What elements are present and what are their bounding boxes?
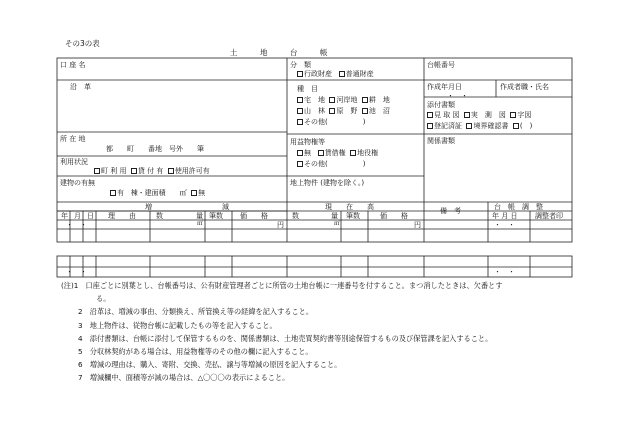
usage-rights-row-1 [297, 150, 378, 157]
type-row-2 [297, 108, 390, 115]
buildings-option: 有 [117, 189, 124, 197]
attachment-option-other: ( ) [519, 122, 533, 130]
surface-objects-label: 地上物件 (建物を除く。) [290, 179, 365, 187]
col-price-current: 価 格 [380, 212, 408, 220]
note-1-cont: る。 [96, 294, 111, 303]
col-adj-seal: 調整者印 [535, 212, 563, 220]
col-day: 日 [87, 212, 94, 220]
buildings-option: 無 [198, 189, 206, 197]
checkbox[interactable] [513, 123, 519, 129]
type-option-other: その他( ) [304, 118, 366, 126]
checkbox[interactable] [362, 97, 368, 103]
buildings-options [110, 190, 205, 197]
col-amount-current: 量 [331, 212, 338, 220]
type-option: 山 林 [304, 107, 325, 115]
type-row-3 [297, 119, 365, 126]
checkbox[interactable] [350, 150, 356, 156]
usage-rights-option: 無 [304, 149, 311, 157]
history-label: 沿 革 [70, 83, 91, 91]
note-1: (注)1 口座ごとに別葉とし、台帳番号は、公有財産管理者ごとに所管の土地台帳に一連番号を付すること。まつ消したときは、欠番とす [61, 281, 503, 290]
col-parcels: 筆数 [209, 212, 223, 220]
type-option: 池 沼 [368, 107, 390, 115]
note-7: 7 増減欄中、面積等が減の場合は、△〇〇〇の表示によること。 [78, 373, 290, 382]
use-status-options [94, 168, 210, 175]
ledger-adjust-label: 台 帳 調 整 [494, 203, 543, 211]
checkbox[interactable] [362, 108, 368, 114]
attachments-row-2 [427, 123, 532, 130]
created-date-dots: ・ ・ [447, 92, 468, 100]
checkbox[interactable] [94, 168, 100, 174]
col-parcels-current: 筆数 [346, 212, 360, 220]
col-amount: 量 [196, 212, 203, 220]
checkbox[interactable] [191, 190, 197, 196]
attachment-option: 境界確認書 [473, 122, 509, 130]
unit-sqm-current: ㎡ [334, 220, 341, 227]
attachment-option: 見 取 図 [434, 111, 460, 119]
checkbox[interactable] [427, 112, 433, 118]
adj-date-dots: ・ ・ [494, 268, 515, 276]
row-date-dots: ・ ・ [66, 221, 87, 229]
checkbox[interactable] [297, 71, 303, 77]
checkbox[interactable] [297, 119, 303, 125]
unit-yen-current: 円 [414, 221, 421, 229]
attachment-option: 字図 [517, 111, 532, 119]
type-option: 宅 地 [304, 96, 325, 104]
col-count: 数 [156, 212, 163, 220]
type-option: 河岸地 [336, 96, 358, 104]
checkbox[interactable] [297, 108, 303, 114]
location-label: 所 在 地 [60, 135, 86, 143]
checkbox[interactable] [318, 150, 324, 156]
checkbox[interactable] [297, 97, 303, 103]
classification-option: 普通財産 [345, 70, 374, 78]
unit-yen: 円 [277, 221, 284, 229]
page-title: 土 地 台 帳 [230, 48, 328, 57]
checkbox[interactable] [110, 190, 116, 196]
usage-rights-option-other: その他( ) [304, 160, 366, 168]
col-adj-date: 年 月 日 [492, 212, 518, 220]
note-2: 2 沿革は、増減の事由、分類換え、所管換え等の経緯を記入すること。 [78, 307, 314, 316]
checkbox[interactable] [297, 150, 303, 156]
checkbox[interactable] [464, 112, 470, 118]
col-month: 月 [74, 212, 81, 220]
checkbox[interactable] [339, 71, 345, 77]
attachment-option: 登記済証 [434, 122, 462, 130]
buildings-label: 建物の有無 [60, 179, 95, 187]
checkbox[interactable] [466, 123, 472, 129]
usage-rights-option: 賃借権 [324, 149, 346, 157]
col-price: 価 格 [240, 212, 268, 220]
note-5: 5 分収林契約がある場合は、用益物権等のその他の欄に記入すること。 [78, 347, 313, 356]
use-status-option: 使用許可有 [174, 167, 210, 175]
row-date-dots: ・ ・ [66, 268, 87, 276]
current-label: 現 在 高 [325, 203, 374, 211]
attachments-row-1 [427, 112, 531, 119]
attachments-label: 添付書類 [427, 101, 455, 109]
checkbox[interactable] [131, 168, 137, 174]
checkbox[interactable] [427, 123, 433, 129]
form-number: その3の表 [65, 39, 100, 48]
type-row-1 [297, 97, 390, 104]
account-name-label: 口 座 名 [60, 61, 86, 69]
classification-options [297, 71, 374, 78]
col-count-current: 数 [292, 212, 299, 220]
created-date-label: 作成年月日 [427, 83, 462, 91]
register-no-label: 台帳番号 [427, 61, 455, 69]
adj-date-dots: ・ ・ [494, 221, 515, 229]
checkbox[interactable] [329, 108, 335, 114]
unit-sqm: ㎡ [197, 220, 204, 227]
col-reason: 理 由 [108, 212, 136, 220]
col-year: 年 [61, 212, 68, 220]
use-status-label: 利用状況 [60, 158, 88, 166]
checkbox[interactable] [329, 97, 335, 103]
attachment-option: 実 測 図 [470, 111, 506, 119]
note-4: 4 添付書類は、台帳に添付して保管するものを、関係書類は、土地売買契約書等別途保管するもの及び保管課を記入すること。 [78, 334, 493, 343]
usage-rights-option: 地役権 [357, 149, 379, 157]
address-parts: 都 町 番地 号外 筆 [106, 145, 204, 153]
type-option: 原 野 [336, 107, 358, 115]
checkbox[interactable] [510, 112, 516, 118]
use-status-option: 貸 付 有 [137, 167, 164, 175]
note-3: 3 地上物件は、従物台帳に記載したもの等を記入すること。 [78, 321, 277, 330]
building-area: 棟・建面積 ㎡ [130, 189, 187, 197]
creator-label: 作成者職・氏名 [500, 83, 549, 91]
type-option: 耕 地 [368, 96, 390, 104]
use-status-option: 町 利 用 [101, 167, 127, 175]
increase-label: 増 [145, 203, 152, 211]
usage-rights-row-2 [297, 161, 365, 168]
checkbox[interactable] [168, 168, 174, 174]
usage-rights-label: 用益物権等 [290, 138, 325, 146]
note-6: 6 増減の理由は、購入、寄附、交換、売払、譲与等増減の原因を記入すること。 [78, 360, 342, 369]
classification-option: 行政財産 [304, 70, 332, 78]
related-docs-label: 関係書類 [427, 137, 455, 145]
decrease-label: 減 [222, 203, 229, 211]
type-label: 種 目 [297, 85, 318, 93]
classification-label: 分 類 [290, 61, 311, 69]
checkbox[interactable] [297, 161, 303, 167]
remarks-label: 備 考 [440, 207, 461, 215]
